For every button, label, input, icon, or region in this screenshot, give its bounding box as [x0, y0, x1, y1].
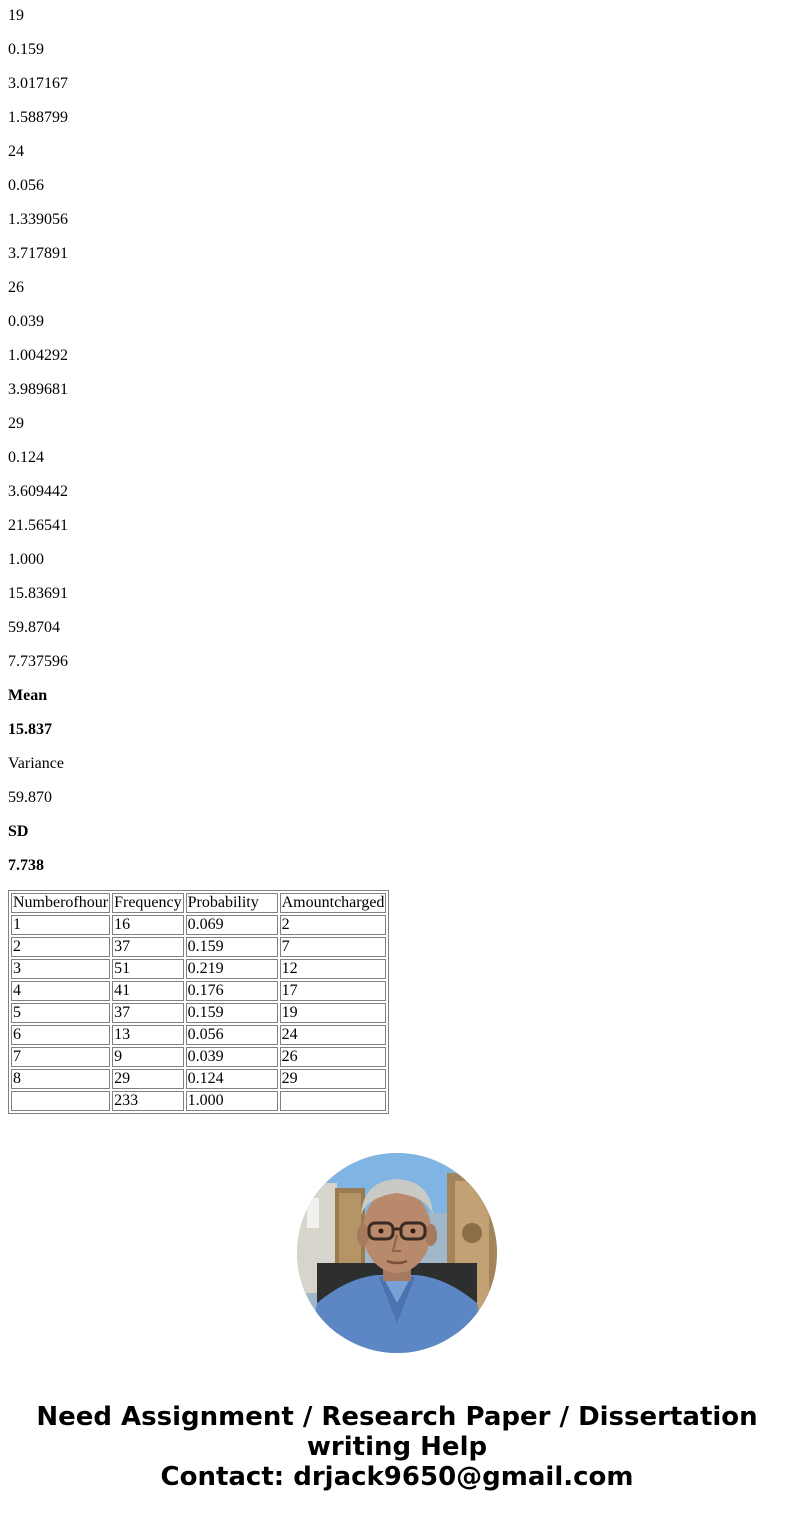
value-paragraph: Variance	[8, 755, 64, 772]
document-body	[8, 0, 788, 1114]
table-cell: 7	[11, 1047, 110, 1067]
value-paragraph: SD	[8, 823, 29, 840]
table-row	[11, 959, 386, 979]
table-cell: 8	[11, 1069, 110, 1089]
table-cell: 9	[112, 1047, 184, 1067]
table-cell	[11, 1091, 110, 1111]
value-paragraph: 7.738	[8, 857, 44, 874]
table-cell: 0.039	[186, 1047, 278, 1067]
table-cell: 0.159	[186, 1003, 278, 1023]
table-cell: 233	[112, 1091, 184, 1111]
value-paragraph: 15.83691	[8, 585, 68, 602]
table-row	[11, 1091, 386, 1111]
table-row	[11, 937, 386, 957]
frequency-table	[8, 890, 389, 1114]
value-paragraph: 19	[8, 7, 24, 24]
value-paragraph: 24	[8, 143, 24, 160]
table-cell	[280, 1091, 387, 1111]
cta-line-3: Contact: drjack9650@gmail.com	[160, 1462, 634, 1492]
table-header-cell: Frequency	[114, 894, 182, 911]
table-row	[11, 915, 386, 935]
table-cell: 0.124	[186, 1069, 278, 1089]
table-row	[11, 1069, 386, 1089]
value-paragraph: 0.159	[8, 41, 44, 58]
table-cell: 17	[280, 981, 387, 1001]
table-cell: 24	[280, 1025, 387, 1045]
table-cell: 1.000	[186, 1091, 278, 1111]
table-cell: 6	[11, 1025, 110, 1045]
table-cell: 7	[280, 937, 387, 957]
table-cell: 3	[11, 959, 110, 979]
table-cell: 37	[112, 937, 184, 957]
contact-banner	[0, 1402, 794, 1492]
table-header-cell: Numberofhour	[13, 894, 109, 911]
value-paragraph: 1.339056	[8, 211, 68, 228]
value-paragraph: 3.017167	[8, 75, 68, 92]
value-paragraph: Mean	[8, 687, 48, 704]
paragraph-list	[8, 0, 788, 884]
table-cell: 29	[280, 1069, 387, 1089]
table-header-row	[11, 893, 386, 913]
table-row	[11, 1025, 386, 1045]
table-row	[11, 1003, 386, 1023]
value-paragraph: 3.609442	[8, 483, 68, 500]
value-paragraph: 1.004292	[8, 347, 68, 364]
value-paragraph: 1.588799	[8, 109, 68, 126]
value-paragraph: 3.717891	[8, 245, 68, 262]
value-paragraph: 0.039	[8, 313, 44, 330]
value-paragraph: 21.56541	[8, 517, 68, 534]
table-cell: 0.056	[186, 1025, 278, 1045]
value-paragraph: 0.056	[8, 177, 44, 194]
table-cell: 2	[11, 937, 110, 957]
table-cell: 4	[11, 981, 110, 1001]
table-cell: 19	[280, 1003, 387, 1023]
value-paragraph: 1.000	[8, 551, 44, 568]
value-paragraph: 3.989681	[8, 381, 68, 398]
table-cell: 37	[112, 1003, 184, 1023]
value-paragraph: 7.737596	[8, 653, 68, 670]
table-cell: 29	[112, 1069, 184, 1089]
table-cell: 12	[280, 959, 387, 979]
table-cell: 13	[112, 1025, 184, 1045]
cta-line-1: Need Assignment / Research Paper / Dissertation	[36, 1402, 758, 1432]
table-cell: 0.176	[186, 981, 278, 1001]
table-cell: 41	[112, 981, 184, 1001]
value-paragraph: 29	[8, 415, 24, 432]
table-cell: 5	[11, 1003, 110, 1023]
value-paragraph: 0.124	[8, 449, 44, 466]
table-header-cell: Probability	[186, 893, 278, 913]
table-body	[11, 915, 386, 1111]
table-row	[11, 1047, 386, 1067]
table-cell: 0.219	[186, 959, 278, 979]
table-row	[11, 981, 386, 1001]
author-avatar	[297, 1153, 497, 1353]
value-paragraph: 59.870	[8, 789, 52, 806]
value-paragraph: 26	[8, 279, 24, 296]
table-cell: 0.159	[186, 937, 278, 957]
table-cell: 2	[280, 915, 387, 935]
table-cell: 26	[280, 1047, 387, 1067]
author-portrait-image	[297, 1153, 497, 1353]
value-paragraph: 15.837	[8, 721, 52, 738]
table-cell: 1	[11, 915, 110, 935]
value-paragraph: 59.8704	[8, 619, 60, 636]
table-cell: 0.069	[186, 915, 278, 935]
table-header-cell: Amountcharged	[281, 894, 385, 911]
table-cell: 51	[112, 959, 184, 979]
table-cell: 16	[112, 915, 184, 935]
cta-line-2: writing Help	[306, 1432, 488, 1462]
